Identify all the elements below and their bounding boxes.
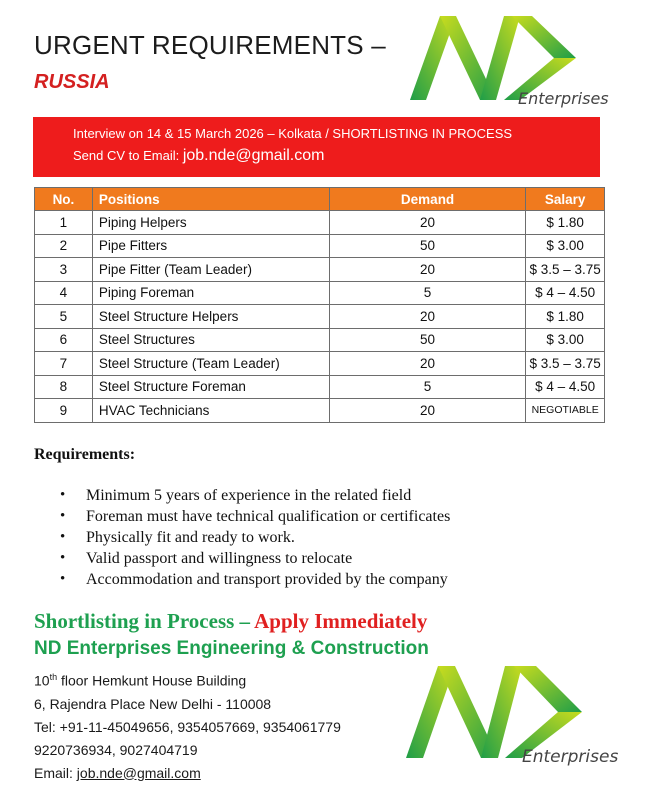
nd-logo-mark xyxy=(404,12,614,112)
banner-email-link[interactable]: job.nde@gmail.com xyxy=(182,147,325,164)
table-row xyxy=(35,305,605,329)
header-no: No. xyxy=(35,188,93,211)
cell-demand: 20 xyxy=(329,399,525,423)
table-row xyxy=(35,211,605,235)
cell-position: HVAC Technicians xyxy=(92,399,329,423)
cell-no: 9 xyxy=(35,399,93,423)
header-positions: Positions xyxy=(92,188,329,211)
cell-demand: 20 xyxy=(329,211,525,235)
nd-logo-mark xyxy=(400,662,622,770)
nd-logo-bottom xyxy=(400,662,622,770)
requirements-list xyxy=(62,485,450,590)
cell-salary: $ 1.80 xyxy=(526,305,605,329)
page-title: URGENT REQUIREMENTS – xyxy=(34,30,386,60)
cell-demand: 20 xyxy=(329,305,525,329)
table-row xyxy=(35,328,605,352)
table-row xyxy=(35,234,605,258)
logo-brand-word: Enterprises xyxy=(518,89,609,108)
cta-apply: Apply Immediately xyxy=(254,609,428,633)
floor-number: 10 xyxy=(34,672,50,689)
cell-position: Pipe Fitters xyxy=(92,234,329,258)
cell-position: Steel Structure Helpers xyxy=(92,305,329,329)
list-item: • Accommodation and transport provided by the company xyxy=(62,569,450,590)
contact-address xyxy=(34,666,341,785)
email-line xyxy=(34,762,341,785)
send-cv-label: Send CV to Email: xyxy=(73,148,183,163)
list-item: • Minimum 5 years of experience in the related field xyxy=(62,485,450,506)
cell-salary: $ 1.80 xyxy=(526,211,605,235)
list-item: • Physically fit and ready to work. xyxy=(62,527,450,548)
footer-email-link[interactable]: job.nde@gmail.com xyxy=(76,764,201,781)
requirements-heading: Requirements: xyxy=(34,446,136,463)
cell-position: Piping Foreman xyxy=(92,281,329,305)
cell-salary: $ 4 – 4.50 xyxy=(526,281,605,305)
cta-shortlisting: Shortlisting in Process – xyxy=(34,609,255,633)
floor-suffix: th xyxy=(49,672,58,682)
table-row xyxy=(35,375,605,399)
cell-demand: 5 xyxy=(329,375,525,399)
cell-salary: $ 3.5 – 3.75 xyxy=(526,352,605,376)
positions-table xyxy=(34,187,605,423)
cell-position: Steel Structure (Team Leader) xyxy=(92,352,329,376)
address-line-1 xyxy=(34,666,341,693)
table-row xyxy=(35,258,605,282)
cell-no: 4 xyxy=(35,281,93,305)
table-header-row xyxy=(35,188,605,211)
cell-no: 8 xyxy=(35,375,93,399)
header-salary: Salary xyxy=(526,188,605,211)
cell-salary: $ 3.00 xyxy=(526,234,605,258)
interview-banner xyxy=(33,117,600,177)
cell-no: 3 xyxy=(35,258,93,282)
cell-position: Pipe Fitter (Team Leader) xyxy=(92,258,329,282)
call-to-action xyxy=(34,609,427,634)
cell-demand: 20 xyxy=(329,352,525,376)
cell-position: Piping Helpers xyxy=(92,211,329,235)
phone-line: Tel: +91-11-45049656, 9354057669, 9354061779 xyxy=(34,718,341,735)
send-cv-line xyxy=(73,145,600,167)
address-line-2: 6, Rajendra Place New Delhi - 110008 xyxy=(34,695,272,712)
cell-demand: 20 xyxy=(329,258,525,282)
nd-logo-top xyxy=(404,12,614,112)
cell-no: 1 xyxy=(35,211,93,235)
table-row xyxy=(35,399,605,423)
building-name: floor Hemkunt House Building xyxy=(57,672,247,689)
cell-salary: $ 3.5 – 3.75 xyxy=(526,258,605,282)
header-demand: Demand xyxy=(329,188,525,211)
cell-no: 5 xyxy=(35,305,93,329)
email-label: Email: xyxy=(34,764,77,781)
table-row xyxy=(35,281,605,305)
cell-no: 2 xyxy=(35,234,93,258)
table-row xyxy=(35,352,605,376)
interview-details: Interview on 14 & 15 March 2026 – Kolkata / SHORTLISTING IN PROCESS xyxy=(73,126,513,141)
cell-demand: 5 xyxy=(329,281,525,305)
cell-salary: NEGOTIABLE xyxy=(526,399,605,423)
company-name: ND Enterprises Engineering & Construction xyxy=(34,638,429,659)
cell-no: 6 xyxy=(35,328,93,352)
logo-brand-word: Enterprises xyxy=(522,747,619,767)
country-subtitle: RUSSIA xyxy=(34,71,110,93)
cell-demand: 50 xyxy=(329,234,525,258)
cell-salary: $ 4 – 4.50 xyxy=(526,375,605,399)
cell-demand: 50 xyxy=(329,328,525,352)
phone-line-2: 9220736934, 9027404719 xyxy=(34,741,198,758)
cell-no: 7 xyxy=(35,352,93,376)
list-item: • Valid passport and willingness to relocate xyxy=(62,548,450,569)
cell-position: Steel Structure Foreman xyxy=(92,375,329,399)
list-item: • Foreman must have technical qualification or certificates xyxy=(62,506,450,527)
cell-position: Steel Structures xyxy=(92,328,329,352)
cell-salary: $ 3.00 xyxy=(526,328,605,352)
